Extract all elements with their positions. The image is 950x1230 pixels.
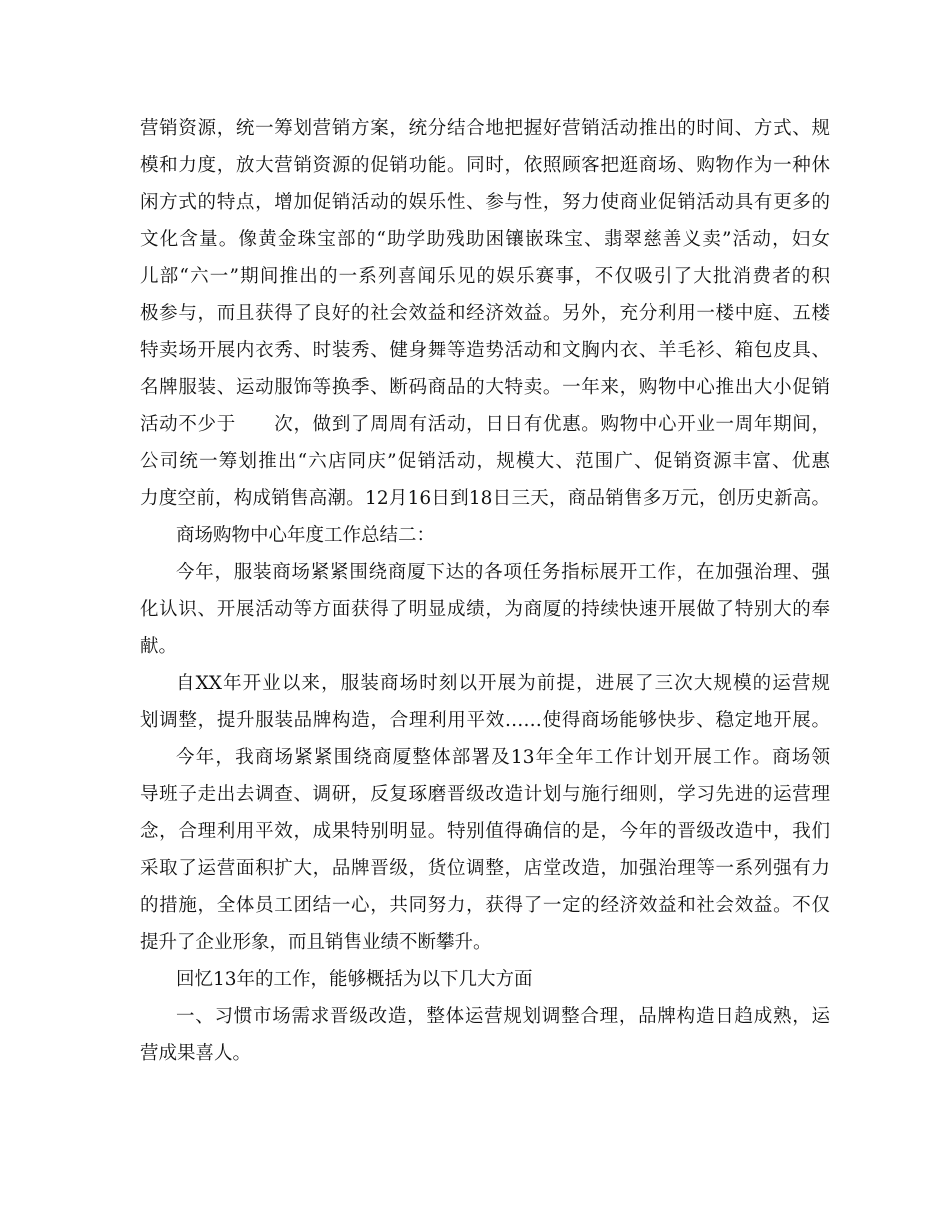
paragraph-line: 极参与，而且获得了良好的社会效益和经济效益。另外，充分利用一楼中庭、五楼 — [140, 303, 830, 324]
paragraph-line: 营销资源，统一筹划营销方案，统分结合地把握好营销活动推出的时间、方式、规 — [140, 118, 830, 139]
paragraph-line: 公司统一筹划推出“六店同庆”促销活动，规模大、范围广、促销资源丰富、优惠 — [140, 451, 830, 472]
section-heading: 商场购物中心年度工作总结二： — [176, 525, 436, 546]
paragraph-line: 的措施，全体员工团结一心，共同努力，获得了一定的经济效益和社会效益。不仅 — [140, 895, 830, 916]
paragraph-line: 提升了企业形象，而且销售业绩不断攀升。 — [140, 932, 492, 953]
paragraph-line: 回忆13年的工作，能够概括为以下几大方面 — [176, 969, 533, 990]
paragraph-line: 今年，我商场紧紧围绕商厦整体部署及13年全年工作计划开展工作。商场领 — [176, 747, 830, 768]
paragraph-line: 儿部“六一”期间推出的一系列喜闻乐见的娱乐赛事，不仅吸引了大批消费者的积 — [140, 266, 830, 287]
paragraph-line: 采取了运营面积扩大，品牌晋级，货位调整，店堂改造，加强治理等一系列强有力 — [140, 858, 830, 879]
paragraph-line: 一、习惯市场需求晋级改造，整体运营规划调整合理，品牌构造日趋成熟，运 — [176, 1006, 830, 1027]
paragraph-line: 模和力度，放大营销资源的促销功能。同时，依照顾客把逛商场、购物作为一种休 — [140, 155, 830, 176]
paragraph-line: 特卖场开展内衣秀、时装秀、健身舞等造势活动和文胸内衣、羊毛衫、箱包皮具、 — [140, 340, 830, 361]
paragraph-line: 导班子走出去调查、调研，反复琢磨晋级改造计划与施行细则，学习先进的运营理 — [140, 784, 830, 805]
paragraph-line: 活动不少于 次，做到了周周有活动，日日有优惠。购物中心开业一周年期间， — [140, 414, 830, 435]
paragraph-line: 化认识、开展活动等方面获得了明显成绩，为商厦的持续快速开展做了特别大的奉 — [140, 599, 830, 620]
paragraph-line: 闲方式的特点，增加促销活动的娱乐性、参与性，努力使商业促销活动具有更多的 — [140, 192, 830, 213]
paragraph-line: 力度空前，构成销售高潮。12月16日到18日三天，商品销售多万元，创历史新高。 — [140, 488, 830, 509]
paragraph-line: 文化含量。像黄金珠宝部的“助学助残助困镶嵌珠宝、翡翠慈善义卖”活动，妇女 — [140, 229, 830, 250]
paragraph-line: 自XX年开业以来，服装商场时刻以开展为前提，进展了三次大规模的运营规 — [176, 673, 830, 694]
paragraph-line: 今年，服装商场紧紧围绕商厦下达的各项任务指标展开工作，在加强治理、强 — [176, 562, 830, 583]
paragraph-line: 献。 — [140, 636, 178, 657]
paragraph-line: 营成果喜人。 — [140, 1043, 252, 1064]
paragraph-line: 划调整，提升服装品牌构造，合理利用平效……使得商场能够快步、稳定地开展。 — [140, 710, 830, 731]
paragraph-line: 念，合理利用平效，成果特别明显。特别值得确信的是，今年的晋级改造中，我们 — [140, 821, 830, 842]
paragraph-line: 名牌服装、运动服饰等换季、断码商品的大特卖。一年来，购物中心推出大小促销 — [140, 377, 830, 398]
